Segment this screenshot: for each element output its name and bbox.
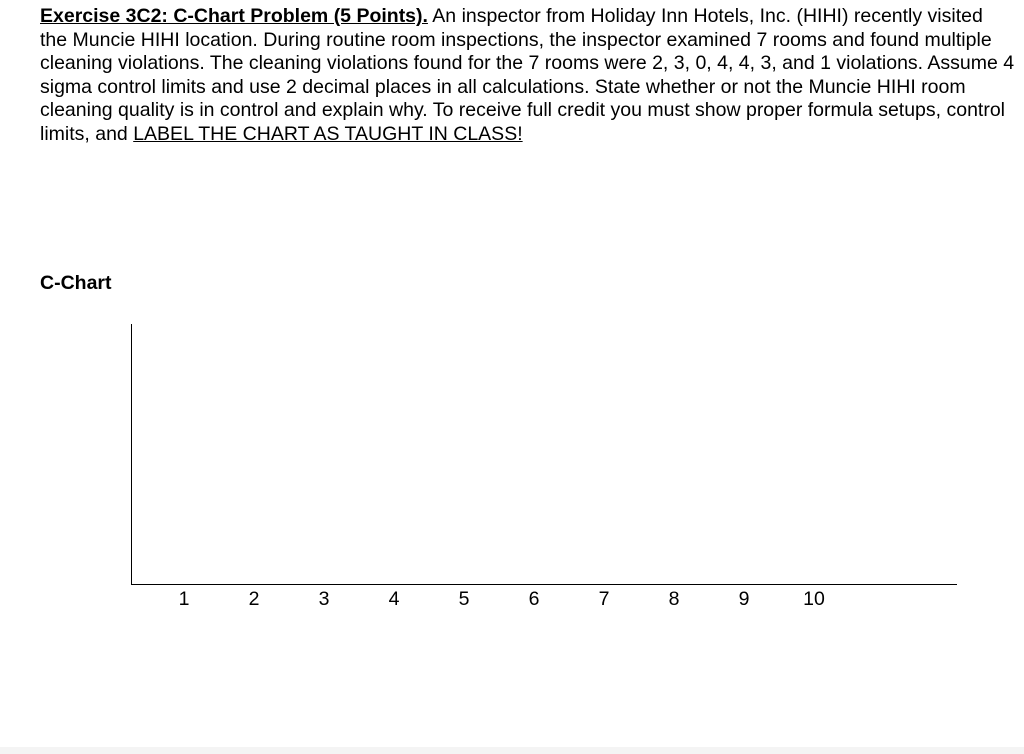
x-tick-label: 6: [528, 588, 540, 610]
x-tick-label: 7: [598, 588, 610, 610]
chart-title: C-Chart: [40, 272, 112, 294]
x-tick-label: 10: [803, 588, 825, 610]
x-tick-label: 8: [668, 588, 680, 610]
exercise-body: An inspector from Holiday Inn Hotels, Inc. (HIHI) recently visited the Muncie HIHI location. During routine room inspections, the inspector examined 7 rooms and found multiple cleaning violations. The cleaning violations found for the 7 rooms were 2, 3, 0, 4, 4, 3, and 1 violations. Assume 4 sigma control limits and use 2 decimal places in all calculations. State whether or not the Muncie HIHI room cleaning quality is in control and explain why. To receive full credit you must show proper formula setups, control limits, and: [40, 5, 1015, 145]
exercise-heading: Exercise 3C2: C-Chart Problem (5 Points).: [40, 5, 428, 27]
x-tick-label: 1: [178, 588, 190, 610]
x-tick-label: 5: [458, 588, 470, 610]
exercise-emphasis: LABEL THE CHART AS TAUGHT IN CLASS!: [133, 122, 523, 145]
exercise-text: [40, 5, 1015, 146]
x-tick-label: 9: [738, 588, 750, 610]
x-axis-line: [131, 584, 957, 585]
x-tick-label: 3: [318, 588, 330, 610]
page-bottom-edge: [0, 747, 1024, 754]
y-axis-line: [131, 324, 132, 585]
x-tick-label: 2: [248, 588, 260, 610]
x-tick-label: 4: [388, 588, 400, 610]
